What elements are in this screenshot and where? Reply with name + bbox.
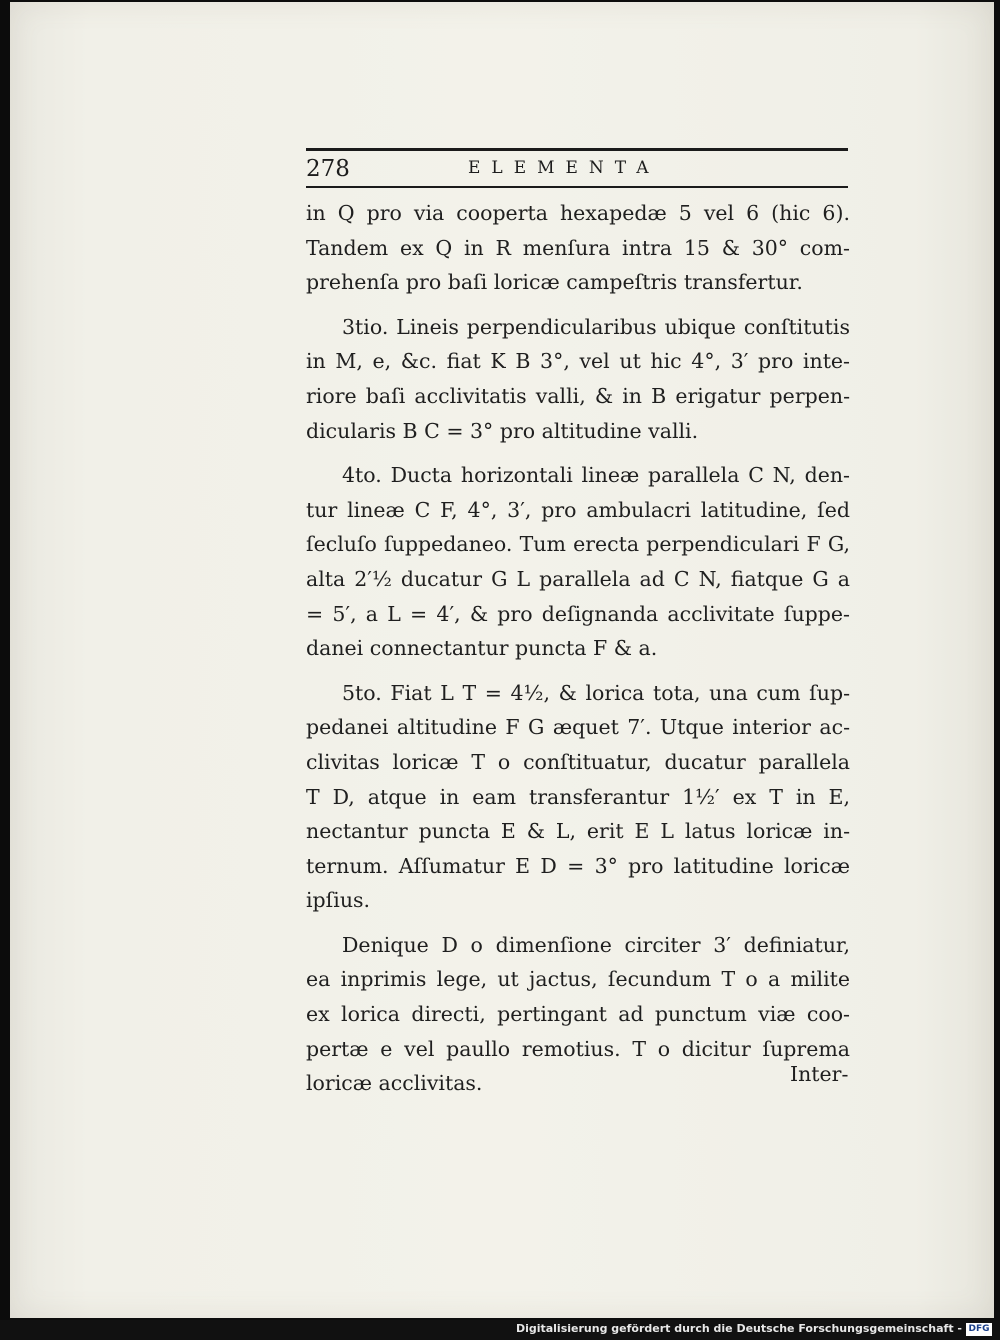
text-line: riore baſi acclivitatis valli, & in B erigatur perpen- [306, 383, 850, 408]
text-line: ſecluſo ſuppedaneo. Tum erecta perpendiculari F G, [306, 532, 850, 557]
header-rule-bottom [306, 186, 848, 188]
text-line: tur lineæ C F, 4°, 3′, pro ambulacri latitudine, ſed [306, 497, 850, 522]
text-line: Denique D o dimenſione circiter 3′ definiatur, [342, 932, 850, 957]
text-line: 5to. Fiat L T = 4½, & lorica tota, una cum ſup- [342, 680, 850, 705]
text-line: ex lorica directi, pertingant ad punctum viæ coo- [306, 1002, 850, 1027]
dfg-logo: DFG [966, 1323, 992, 1336]
text-line: danei connectantur puncta F & a. [306, 636, 658, 661]
text-line: nectantur puncta E & L, erit E L latus loricæ in- [306, 819, 850, 844]
text-line: 3tio. Lineis perpendicularibus ubique conſtitutis [342, 314, 850, 339]
text-line: ea inprimis lege, ut jactus, ſecundum T o a milite [306, 967, 850, 992]
text-line: clivitas loricæ T o conſtituatur, ducatur parallela [306, 749, 850, 774]
catchword: Inter- [790, 1062, 849, 1086]
text-line: ipſius. [306, 888, 371, 913]
text-line: dicularis B C = 3° pro altitudine valli. [306, 418, 699, 443]
page-number: 278 [306, 156, 350, 182]
text-line: = 5′, a L = 4′, & pro deſignanda acclivitate ſuppe- [306, 601, 850, 626]
body-text [306, 196, 850, 1101]
text-line: ternum. Aſſumatur E D = 3° pro latitudine loricæ [306, 853, 850, 878]
text-line: T D, atque in eam transferantur 1½′ ex T in E, [306, 784, 850, 809]
digitization-credit: Digitalisierung gefördert durch die Deutsche Forschungsgemeinschaft - [515, 1322, 962, 1335]
text-line: Tandem ex Q in R menſura intra 15 & 30° com- [306, 235, 850, 260]
text-line: 4to. Ducta horizontali lineæ parallela C N, den- [342, 463, 850, 488]
text-line: in M, e, &c. fiat K B 3°, vel ut hic 4°, 3′ pro inte- [306, 349, 850, 374]
running-title: ELEMENTA [468, 158, 660, 178]
text-line: loricæ acclivitas. [306, 1071, 483, 1096]
header-rule-top [306, 148, 848, 151]
text-line: pertæ e vel paullo remotius. T o dicitur ſuprema [306, 1036, 850, 1061]
text-line: pedanei altitudine F G æquet 7′. Utque interior ac- [306, 715, 850, 740]
text-line: alta 2′½ ducatur G L parallela ad C N, fiatque G a [306, 566, 850, 591]
text-line: prehenſa pro baſi loricæ campeſtris transfertur. [306, 270, 803, 295]
text-line: in Q pro via cooperta hexapedæ 5 vel 6 (hic 6). [306, 201, 850, 225]
